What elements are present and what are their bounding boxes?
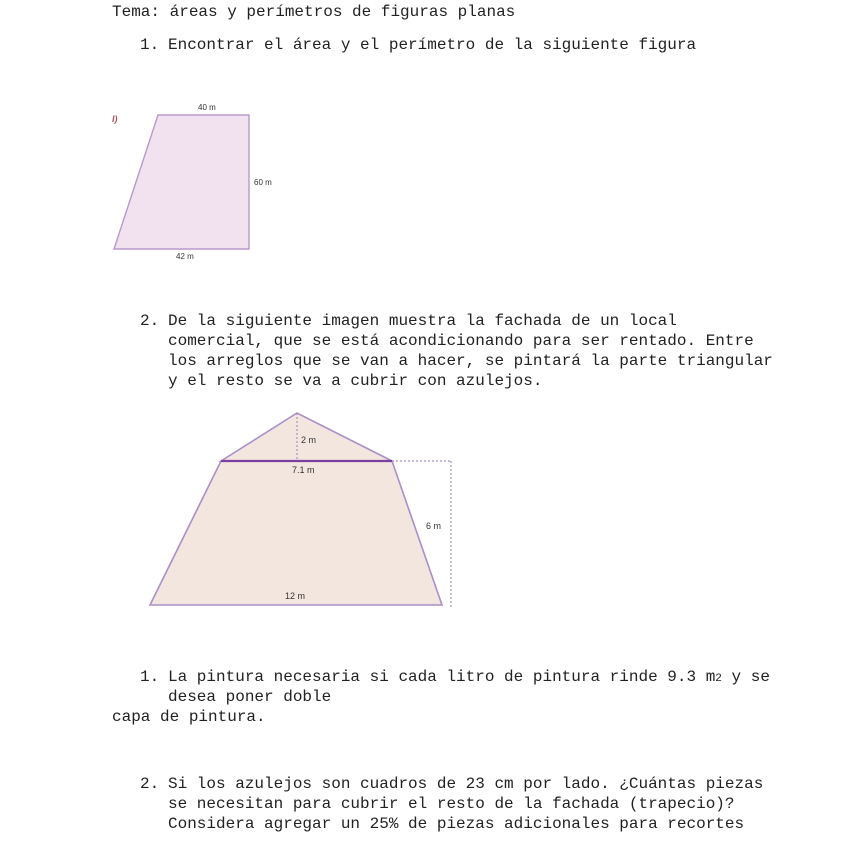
subquestion-1-number: 1. [140,668,160,686]
question-1-text: Encontrar el área y el perímetro de la siguiente figura [168,36,697,54]
trapezoid-shape [114,115,249,249]
question-2-line: y el resto se va a cubrir con azulejos. [168,372,543,390]
bottom-side-label: 42 m [176,252,194,261]
trapezoid-height-label: 6 m [426,521,442,531]
question-2-line: comercial, que se está acondicionando para ser rentado. Entre [168,332,754,350]
question-2-text [168,311,808,391]
top-side-label: 40 m [198,103,216,112]
facade-trapezoid [150,461,442,605]
subquestion-2-text [168,774,808,834]
question-2-line: De la siguiente imagen muestra la fachada de un local [168,312,677,330]
question-1-number: 1. [140,36,160,54]
question-2-line: los arreglos que se van a hacer, se pintará la parte triangular [168,352,773,370]
subquestion-1-line-3: capa de pintura. [112,708,266,726]
right-side-label: 60 m [254,178,272,187]
bottom-base-label: 12 m [285,591,306,601]
triangle-height-label: 2 m [301,435,317,445]
subquestion-1-line-2: desea poner doble [168,688,332,706]
subquestion-1-text-b: y se [721,668,770,686]
top-base-label: 7.1 m [292,465,315,475]
figure-1-tag: I) [112,114,118,124]
page-title: Tema: áreas y perímetros de figuras planas [112,3,516,21]
subquestion-1-text-a: La pintura necesaria si cada litro de pintura rinde 9.3 m [168,668,716,686]
subquestion-2-line: Considera agregar un 25% de piezas adicionales para recortes [168,815,745,833]
subquestion-2-number: 2. [140,775,160,793]
subquestion-2-line: se necesitan para cubrir el resto de la fachada (trapecio)? [168,795,735,813]
subquestion-1-line-1 [168,667,770,689]
figure-1-trapezoid [105,98,285,268]
question-2-number: 2. [140,312,160,330]
figure-2-facade [140,405,470,615]
superscript-2: 2 [715,673,722,685]
subquestion-2-line: Si los azulejos son cuadros de 23 cm por lado. ¿Cuántas piezas [168,775,764,793]
